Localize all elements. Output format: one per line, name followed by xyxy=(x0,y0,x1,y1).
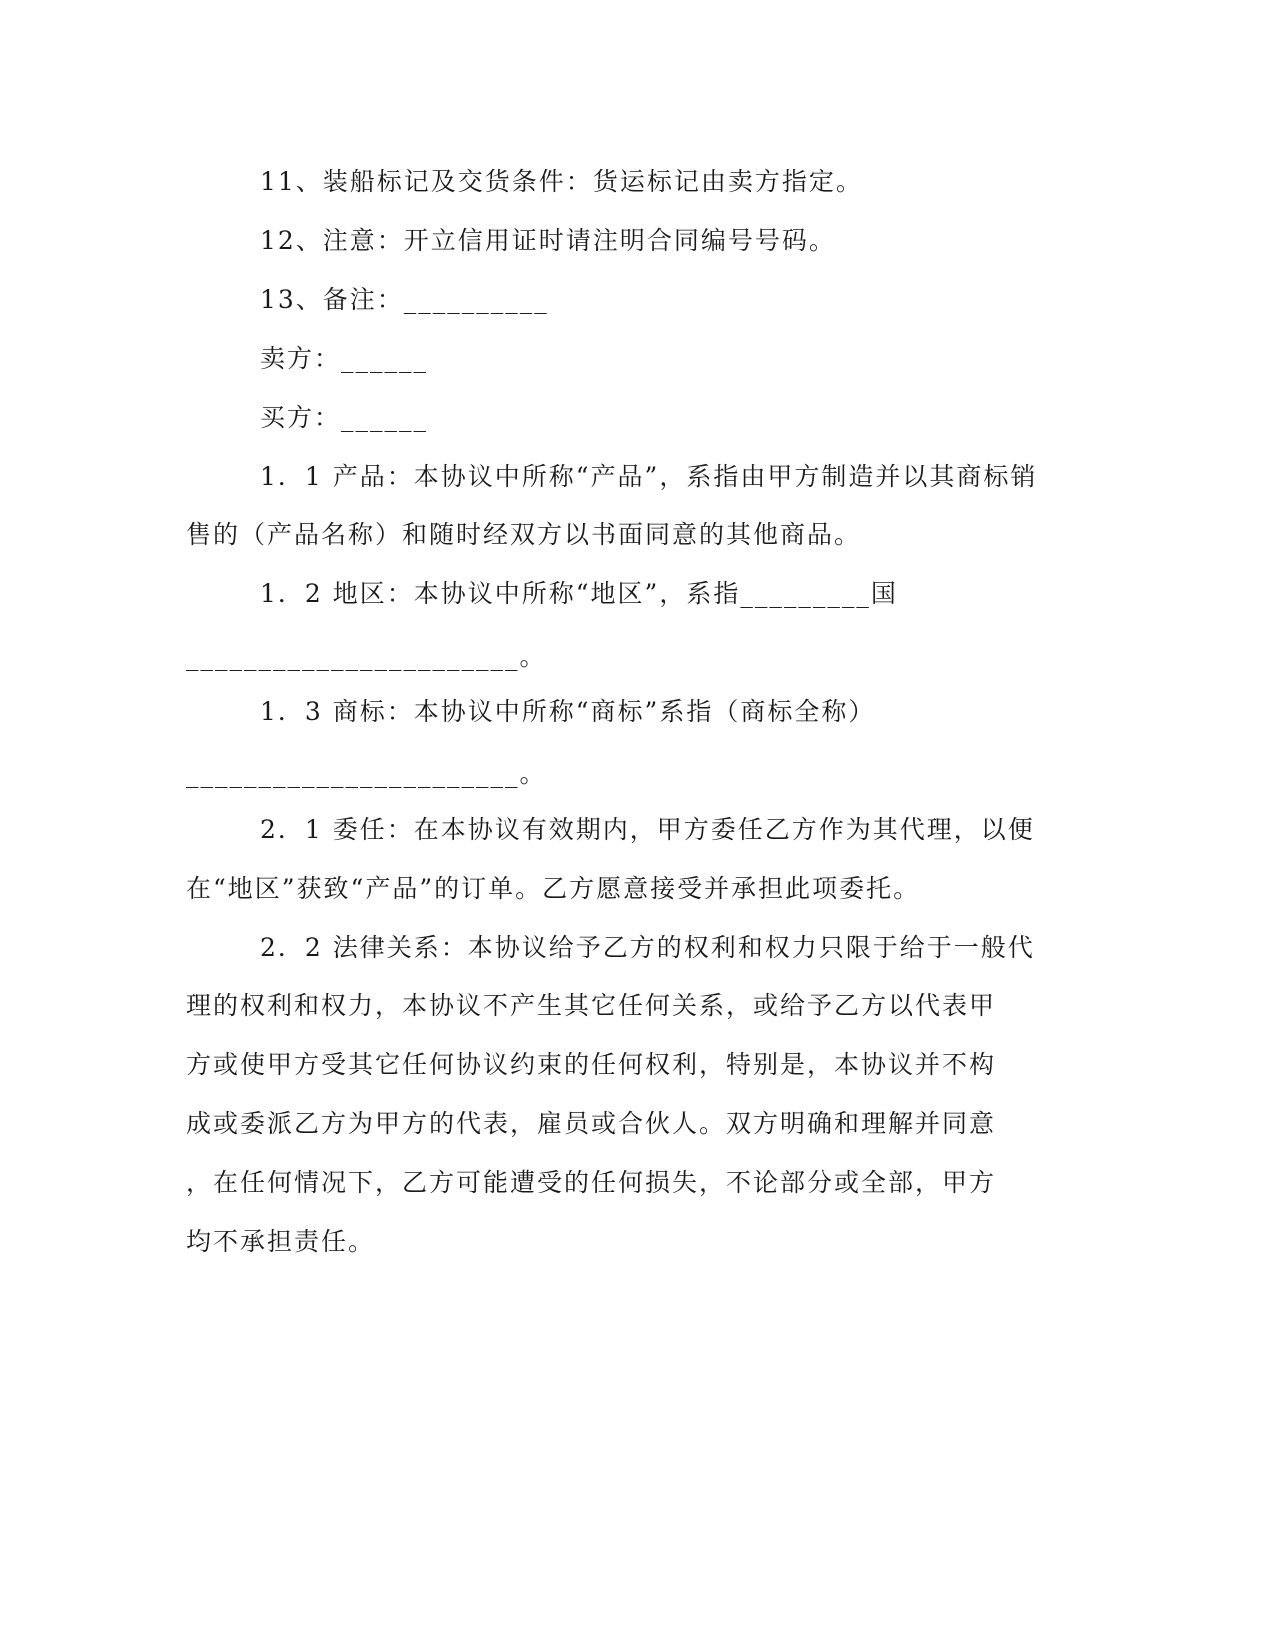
clause-13-line: 13、备注：__________ xyxy=(260,285,549,314)
seller-line: 卖方：______ xyxy=(260,344,429,373)
buyer-line: 买方：______ xyxy=(260,403,429,432)
clause-2-2-line-5: ，在任何情况下，乙方可能遭受的任何损失，不论部分或全部，甲方 xyxy=(186,1168,997,1197)
clause-1-1-line-2: 售的（产品名称）和随时经双方以书面同意的其他商品。 xyxy=(186,520,862,549)
clause-1-2-line-1: 1．2 地区：本协议中所称“地区”，系指_________国 xyxy=(260,579,898,608)
clause-1-3-line-2: _______________________。 xyxy=(186,759,547,788)
clause-1-3-line-1: 1．3 商标：本协议中所称“商标”系指（商标全称） xyxy=(260,697,876,726)
clause-2-1-line-2: 在“地区”获致“产品”的订单。乙方愿意接受并承担此项委托。 xyxy=(186,874,921,903)
clause-11-line: 11、装船标记及交货条件：货运标记由卖方指定。 xyxy=(260,167,863,196)
clause-2-1-line-1: 2．1 委任：在本协议有效期内，甲方委任乙方作为其代理，以便 xyxy=(260,815,1035,844)
clause-2-2-line-2: 理的权利和权力，本协议不产生其它任何关系，或给予乙方以代表甲 xyxy=(186,991,997,1020)
clause-2-2-line-3: 方或使甲方受其它任何协议约束的任何权利，特别是，本协议并不构 xyxy=(186,1050,997,1079)
clause-2-2-line-6: 均不承担责任。 xyxy=(186,1227,376,1256)
clause-2-2-line-1: 2．2 法律关系：本协议给予乙方的权利和权力只限于给于一般代 xyxy=(260,933,1035,962)
clause-2-2-line-4: 成或委派乙方为甲方的代表，雇员或合伙人。双方明确和理解并同意 xyxy=(186,1109,997,1138)
clause-1-1-line-1: 1．1 产品：本协议中所称“产品”，系指由甲方制造并以其商标销 xyxy=(260,462,1038,491)
clause-1-2-line-2: _______________________。 xyxy=(186,642,547,671)
clause-12-line: 12、注意：开立信用证时请注明合同编号号码。 xyxy=(260,226,836,255)
